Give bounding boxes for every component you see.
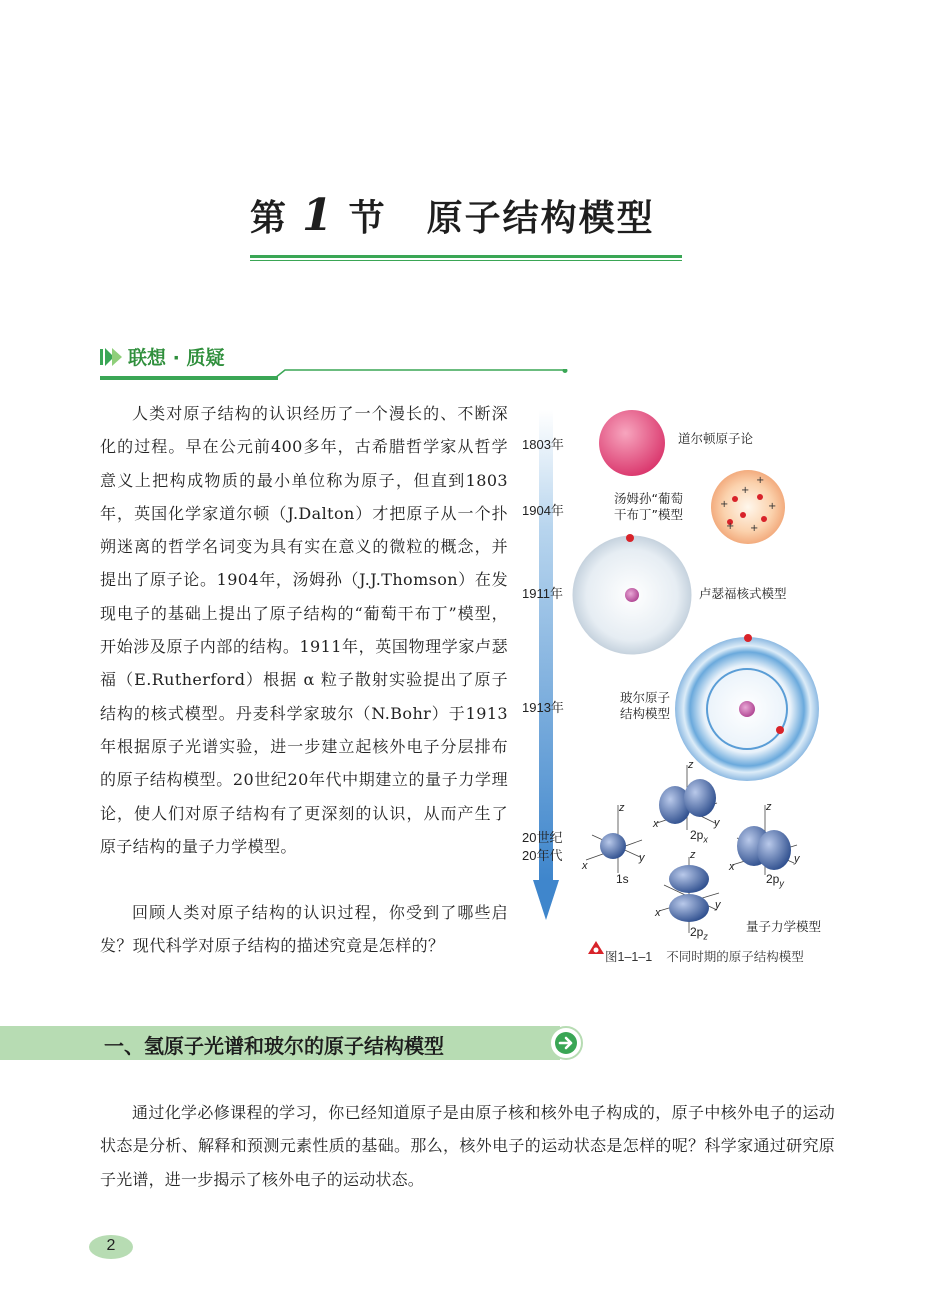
axis-x-1s: x [582, 860, 588, 872]
year-1911: 1911年 [522, 586, 563, 601]
association-label: 联想 · 质疑 [128, 347, 225, 369]
chapter-suffix: 节 [348, 197, 387, 239]
chapter-title [250, 190, 682, 250]
association-rule [100, 369, 570, 383]
section-one-title: 一、氢原子光谱和玻尔的原子结构模型 [104, 1034, 444, 1058]
orbital-2px [684, 779, 716, 817]
svg-text:+: + [768, 501, 777, 512]
rutherford-electron [626, 534, 634, 542]
association-paragraph-2: 回顾人类对原子结构的认识过程，你受到了哪些启发？现代科学对原子结构的描述究竟是怎样的？ [100, 903, 508, 956]
label-dalton: 道尔顿原子论 [678, 431, 754, 446]
label-thomson-2: 干布丁”模型 [614, 507, 683, 522]
axis-y-2py: y [794, 853, 800, 865]
dalton-model-sphere [599, 410, 665, 476]
year-1803: 1803年 [522, 437, 564, 452]
timeline-arrow-head [533, 880, 559, 920]
title-rule-thin [250, 260, 682, 261]
svg-text:+: + [726, 521, 735, 532]
timeline-arrow-shaft [539, 410, 553, 880]
arrow-circle-right-icon [548, 1026, 584, 1060]
label-thomson-1: 汤姆孙“葡萄 [614, 491, 683, 506]
svg-text:+: + [756, 475, 765, 486]
label-bohr-2: 结构模型 [620, 706, 671, 721]
chapter-prefix: 第 [250, 197, 289, 239]
orbital-1s [600, 833, 626, 859]
bohr-electron-outer [744, 634, 752, 642]
label-rutherford: 卢瑟福核式模型 [699, 586, 787, 601]
svg-text:+: + [750, 523, 759, 534]
caption-text: 不同时期的原子结构模型 [666, 949, 804, 964]
rutherford-nucleus [625, 588, 639, 602]
label-quantum: 量子力学模型 [746, 919, 822, 934]
association-paragraph-1: 人类对原子结构的认识经历了一个漫长的、不断深化的过程。早在公元前400多年，古希腊哲学家从哲学意义上把构成物质的最小单位称为原子，但直到1803年，英国化学家道尔顿（J.Dalton）才把原子从一个扑朔迷离的哲学名词变为具有实在意义的微粒的概念，并提出了原子论。1904年，汤姆孙（J.J.Thomson）在发现电子的基础上提出了原子结构的“葡萄干布丁”模型，开始涉及原子内部的结构。1911年，英国物理学家卢瑟福（E.Rutherford）根据 α 粒子散射实验提出了原子结构的核式模型。丹麦科学家玻尔（N.Bohr）于1913年根据原子光谱实验，进一步建立起核外电子分层排布的原子结构模型。20世纪20年代中期建立的量子力学理论，使人们对原子结构有了更深刻的认识，从而产生了原子结构的量子力学模型。 [100, 404, 508, 856]
axis-y-2pz: y [715, 899, 721, 911]
year-1904: 1904年 [522, 503, 564, 518]
axis-x-2px: x [653, 818, 659, 830]
axis-z-2px: z [688, 759, 694, 771]
figure-caption [583, 947, 804, 965]
bohr-nucleus [739, 701, 755, 717]
atomic-model-timeline [522, 405, 832, 975]
caption-figure-number: 图1–1–1 [605, 950, 653, 964]
orbital-label-2py: $2p_y$ [766, 872, 784, 889]
year-1913: 1913年 [522, 700, 564, 715]
orbital-label-2pz: $2p_z$ [690, 925, 708, 942]
chapter-number: 1 [302, 190, 335, 241]
orbital-label-2px: $2p_x$ [690, 828, 708, 845]
axis-z-2pz: z [690, 849, 696, 861]
axis-x-2py: x [729, 861, 735, 873]
orbital-2py [757, 830, 791, 870]
axis-z-2py: z [766, 801, 772, 813]
chapter-name: 原子结构模型 [426, 197, 655, 239]
page-number: 2 [106, 1237, 116, 1254]
orbital-label-1s: 1s [616, 872, 629, 886]
year-1920s: 20年代 [522, 848, 563, 863]
orbital-2pz [669, 894, 709, 922]
label-bohr-1: 玻尔原子 [620, 690, 671, 705]
year-20th-century: 20世纪 [522, 830, 563, 845]
section-one-paragraph: 通过化学必修课程的学习，你已经知道原子是由原子核和核外电子构成的，原子中核外电子的运动状态是分析、解释和预测元素性质的基础。那么，核外电子的运动状态是怎样的呢？科学家通过研究原子光谱，进一步揭示了核外电子的运动状态。 [100, 1103, 835, 1189]
axis-x-2pz: x [655, 907, 661, 919]
title-rule [250, 255, 682, 258]
svg-text:+: + [741, 485, 750, 496]
axis-y-1s: y [639, 852, 645, 864]
axis-y-2px: y [714, 817, 720, 829]
bohr-electron-inner [776, 726, 784, 734]
axis-z-1s: z [619, 802, 625, 814]
play-arrow-icon [100, 346, 124, 368]
svg-text:+: + [720, 499, 729, 510]
